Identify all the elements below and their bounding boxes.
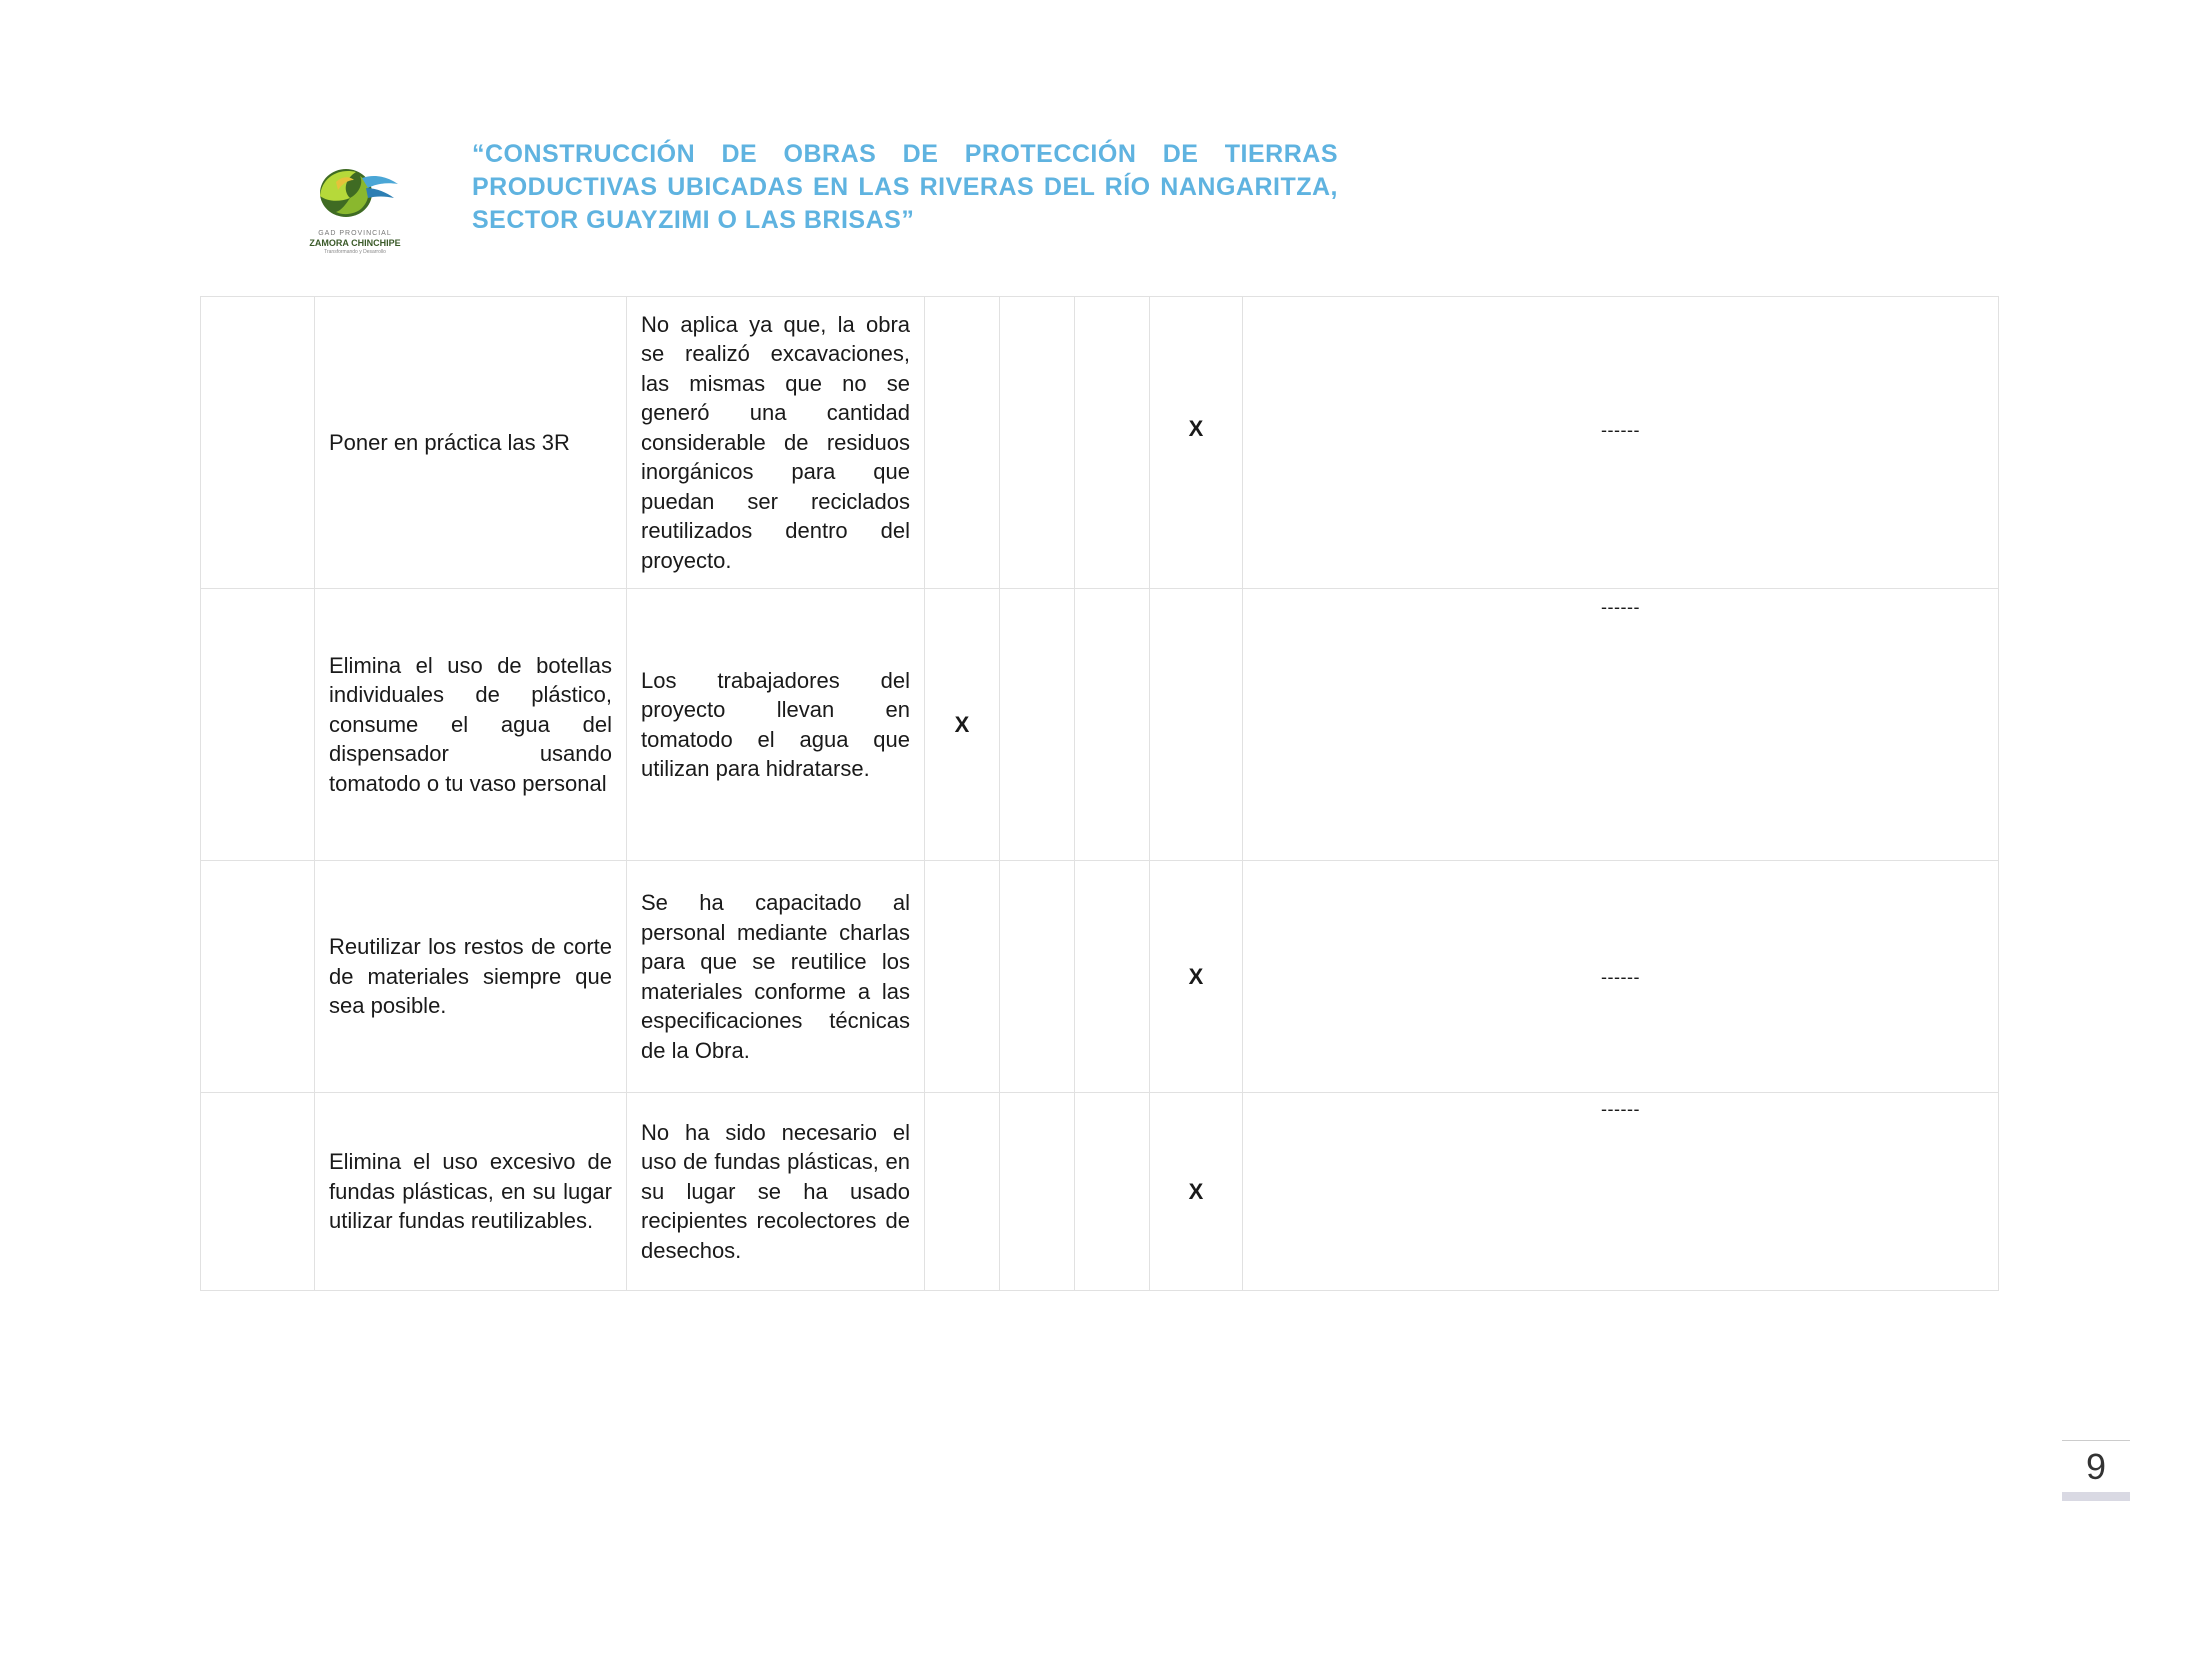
page-number-bar — [2062, 1492, 2130, 1501]
observation-cell — [1243, 861, 1999, 1093]
table-row — [201, 1093, 1999, 1291]
document-title — [472, 138, 1338, 237]
title-line-3: SECTOR GUAYZIMI O LAS BRISAS” — [472, 206, 915, 234]
title-line-2: PRODUCTIVAS UBICADAS EN LAS RIVERAS DEL RÍO NANGARITZA, — [472, 173, 1338, 201]
description-cell: No aplica ya que, la obra se realizó excavaciones, las mismas que no se generó una cantidad considerable de residuos inorgánicos para que puedan ser reciclados reutilizados dentro del proyecto. — [627, 297, 925, 589]
title-line-1: “CONSTRUCCIÓN DE OBRAS DE PROTECCIÓN DE TIERRAS — [472, 140, 1338, 168]
observation-cell — [1243, 1093, 1999, 1291]
measure-cell: Elimina el uso excesivo de fundas plásticas, en su lugar utilizar fundas reutilizables. — [315, 1093, 627, 1291]
table-row — [201, 297, 1999, 589]
row-index-cell — [201, 297, 315, 589]
measures-table — [200, 296, 1999, 1291]
logo-org-line2: ZAMORA CHINCHIPE — [309, 238, 401, 248]
page-number: 9 — [2085, 1446, 2107, 1487]
mark-cell-1 — [925, 861, 1000, 1093]
mark-cell-2 — [1000, 1093, 1075, 1291]
description-cell: No ha sido necesario el uso de fundas plásticas, en su lugar se ha usado recipientes recolectores de desechos. — [627, 1093, 925, 1291]
logo-tagline: Transformando y Desarrollo — [324, 249, 386, 255]
mark-cell-4 — [1150, 589, 1243, 861]
logo-org-line1: GAD PROVINCIAL — [318, 230, 392, 237]
observation-text: ------ — [1601, 966, 1640, 987]
mark-cell-2 — [1000, 589, 1075, 861]
page-number-box — [2062, 1440, 2130, 1502]
observation-text: ------ — [1601, 1099, 1640, 1119]
observation-text: ------ — [1601, 420, 1640, 440]
table-row — [201, 861, 1999, 1093]
mark-cell-1 — [925, 297, 1000, 589]
mark-cell-4: X — [1150, 1093, 1243, 1291]
measure-cell: Poner en práctica las 3R — [315, 297, 627, 589]
mark-cell-2 — [1000, 861, 1075, 1093]
mark-cell-3 — [1075, 1093, 1150, 1291]
description-cell: Se ha capacitado al personal mediante charlas para que se reutilice los materiales conforme a las especificaciones técnicas de la Obra. — [627, 861, 925, 1093]
row-index-cell — [201, 589, 315, 861]
mark-cell-4: X — [1150, 861, 1243, 1093]
observation-cell — [1243, 589, 1999, 861]
mark-cell-1 — [925, 1093, 1000, 1291]
green-globe-icon — [306, 158, 402, 228]
row-index-cell — [201, 1093, 315, 1291]
mark-cell-3 — [1075, 861, 1150, 1093]
row-index-cell — [201, 861, 315, 1093]
page-number-rule — [2062, 1440, 2130, 1441]
measure-cell: Elimina el uso de botellas individuales de plástico, consume el agua del dispensador usando tomatodo o tu vaso personal — [315, 589, 627, 861]
mark-cell-2 — [1000, 297, 1075, 589]
mark-cell-4: X — [1150, 297, 1243, 589]
observation-text: ------ — [1601, 597, 1640, 617]
measure-cell: Reutilizar los restos de corte de materiales siempre que sea posible. — [315, 861, 627, 1093]
mark-cell-3 — [1075, 297, 1150, 589]
description-cell: Los trabajadores del proyecto llevan en tomatodo el agua que utilizan para hidratarse. — [627, 589, 925, 861]
observation-cell — [1243, 297, 1999, 589]
gad-zamora-chinchipe-logo — [296, 158, 414, 258]
table-row — [201, 589, 1999, 861]
mark-cell-3 — [1075, 589, 1150, 861]
mark-cell-1: X — [925, 589, 1000, 861]
